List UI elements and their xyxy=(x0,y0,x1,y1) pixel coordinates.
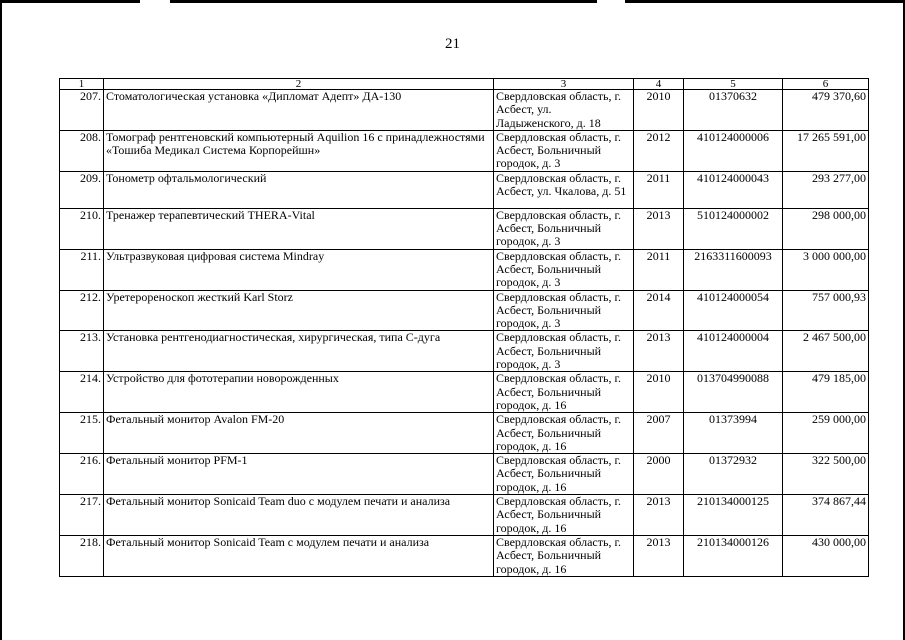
equipment-cost: 3 000 000,00 xyxy=(783,249,869,290)
equipment-year: 2013 xyxy=(634,535,684,576)
equipment-address: Свердловская область, г. Асбест, ул. Ладыженского, д. 18 xyxy=(494,90,634,131)
inventory-number: 410124000054 xyxy=(684,290,783,331)
row-number: 216. xyxy=(60,454,104,495)
equipment-year: 2011 xyxy=(634,249,684,290)
equipment-name: Тонометр офтальмологический xyxy=(104,171,494,208)
table-row xyxy=(60,90,869,131)
equipment-name: Фетальный монитор PFM-1 xyxy=(104,454,494,495)
equipment-cost: 259 000,00 xyxy=(783,413,869,454)
table-row xyxy=(60,372,869,413)
equipment-year: 2010 xyxy=(634,90,684,131)
column-header: 2 xyxy=(104,79,494,90)
equipment-year: 2014 xyxy=(634,290,684,331)
table-row xyxy=(60,249,869,290)
inventory-number: 210134000126 xyxy=(684,535,783,576)
equipment-name: Установка рентгенодиагностическая, хирургическая, типа С-дуга xyxy=(104,331,494,372)
inventory-number: 410124000043 xyxy=(684,171,783,208)
table-row xyxy=(60,331,869,372)
equipment-address: Свердловская область, г. Асбест, Больничный городок, д. 3 xyxy=(494,331,634,372)
scan-border-left xyxy=(0,0,2,640)
inventory-number: 410124000004 xyxy=(684,331,783,372)
equipment-name: Уретерореноскоп жесткий Karl Storz xyxy=(104,290,494,331)
equipment-address: Свердловская область, г. Асбест, Больничный городок, д. 16 xyxy=(494,495,634,536)
equipment-name: Стоматологическая установка «Дипломат Адепт» ДА-130 xyxy=(104,90,494,131)
equipment-name: Устройство для фототерапии новорожденных xyxy=(104,372,494,413)
equipment-year: 2010 xyxy=(634,372,684,413)
row-number: 217. xyxy=(60,495,104,536)
scan-border-gap xyxy=(140,0,170,3)
table-row xyxy=(60,208,869,249)
row-number: 215. xyxy=(60,413,104,454)
table-row xyxy=(60,454,869,495)
equipment-address: Свердловская область, г. Асбест, Больничный городок, д. 16 xyxy=(494,413,634,454)
table-header-row xyxy=(60,79,869,90)
equipment-address: Свердловская область, г. Асбест, Больничный городок, д. 3 xyxy=(494,290,634,331)
row-number: 213. xyxy=(60,331,104,372)
table-row xyxy=(60,535,869,576)
equipment-cost: 17 265 591,00 xyxy=(783,130,869,171)
equipment-cost: 479 185,00 xyxy=(783,372,869,413)
table-row xyxy=(60,130,869,171)
equipment-address: Свердловская область, г. Асбест, Больничный городок, д. 16 xyxy=(494,372,634,413)
inventory-number: 2163311600093 xyxy=(684,249,783,290)
table-row xyxy=(60,495,869,536)
equipment-address: Свердловская область, г. Асбест, Больничный городок, д. 3 xyxy=(494,130,634,171)
equipment-year: 2000 xyxy=(634,454,684,495)
equipment-address: Свердловская область, г. Асбест, Больничный городок, д. 16 xyxy=(494,535,634,576)
equipment-year: 2013 xyxy=(634,495,684,536)
column-header: 5 xyxy=(684,79,783,90)
row-number: 209. xyxy=(60,171,104,208)
scan-border-top xyxy=(0,0,905,3)
equipment-cost: 298 000,00 xyxy=(783,208,869,249)
equipment-name: Фетальный монитор Avalon FM-20 xyxy=(104,413,494,454)
inventory-number: 210134000125 xyxy=(684,495,783,536)
row-number: 212. xyxy=(60,290,104,331)
equipment-year: 2011 xyxy=(634,171,684,208)
equipment-cost: 479 370,60 xyxy=(783,90,869,131)
row-number: 207. xyxy=(60,90,104,131)
inventory-number: 510124000002 xyxy=(684,208,783,249)
equipment-name: Фетальный монитор Sonicaid Team с модулем печати и анализа xyxy=(104,535,494,576)
row-number: 210. xyxy=(60,208,104,249)
inventory-number: 01372932 xyxy=(684,454,783,495)
row-number: 208. xyxy=(60,130,104,171)
equipment-name: Ультразвуковая цифровая система Mindray xyxy=(104,249,494,290)
equipment-cost: 2 467 500,00 xyxy=(783,331,869,372)
equipment-address: Свердловская область, г. Асбест, Больничный городок, д. 3 xyxy=(494,208,634,249)
table-row xyxy=(60,171,869,208)
equipment-cost: 322 500,00 xyxy=(783,454,869,495)
row-number: 211. xyxy=(60,249,104,290)
inventory-number: 013704990088 xyxy=(684,372,783,413)
inventory-number: 01370632 xyxy=(684,90,783,131)
equipment-cost: 293 277,00 xyxy=(783,171,869,208)
equipment-cost: 757 000,93 xyxy=(783,290,869,331)
row-number: 218. xyxy=(60,535,104,576)
inventory-number: 410124000006 xyxy=(684,130,783,171)
column-header: 4 xyxy=(634,79,684,90)
equipment-table xyxy=(59,78,869,577)
equipment-year: 2007 xyxy=(634,413,684,454)
equipment-name: Фетальный монитор Sonicaid Team duo с модулем печати и анализа xyxy=(104,495,494,536)
page-number: 21 xyxy=(445,36,460,52)
equipment-name: Тренажер терапевтический THERA-Vital xyxy=(104,208,494,249)
inventory-number: 01373994 xyxy=(684,413,783,454)
equipment-address: Свердловская область, г. Асбест, Больничный городок, д. 16 xyxy=(494,454,634,495)
equipment-year: 2013 xyxy=(634,208,684,249)
equipment-year: 2013 xyxy=(634,331,684,372)
equipment-year: 2012 xyxy=(634,130,684,171)
column-header: 6 xyxy=(783,79,869,90)
column-header: 3 xyxy=(494,79,634,90)
equipment-address: Свердловская область, г. Асбест, Больничный городок, д. 3 xyxy=(494,249,634,290)
table-row xyxy=(60,413,869,454)
equipment-cost: 430 000,00 xyxy=(783,535,869,576)
scan-border-gap xyxy=(597,0,625,3)
table-row xyxy=(60,290,869,331)
equipment-cost: 374 867,44 xyxy=(783,495,869,536)
equipment-address: Свердловская область, г. Асбест, ул. Чкалова, д. 51 xyxy=(494,171,634,208)
column-header: 1 xyxy=(60,79,104,90)
row-number: 214. xyxy=(60,372,104,413)
equipment-name: Томограф рентгеновский компьютерный Aquilion 16 с принадлежностями «Тошиба Медикал Система Корпорейшн» xyxy=(104,130,494,171)
